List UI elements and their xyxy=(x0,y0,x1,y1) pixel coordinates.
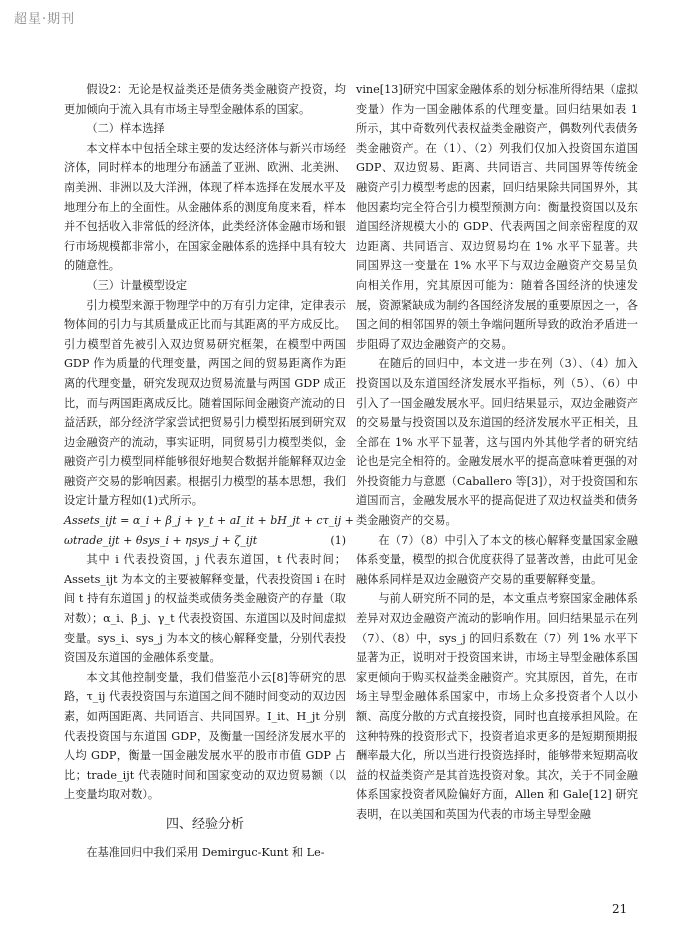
results-paragraph-4: 与前人研究所不同的是，本文重点考察国家金融体系差异对双边金融资产流动的影响作用。回归结果显示在列（7）、（8）中，sys_j 的回归系数在（7）列 1% 水平下显著为正，说明对于投资国来讲，市场主导型金融体系国家更倾向于购买权益类金融资产。究其原因，首先，在市场主导型金融体系国家中，市场上众多投资者个人以小额、高度分散的方式直接投资，同时也直接承担风险。在这种特殊的投资形式下，投资者追求更多的是短期预期报酬率最大化，所以当进行投资选择时，能够带来短期高收益的权益类资产是其首选投资对象。其次，关于不同金融体系国家投资者风险偏好方面，Allen 和 Gale[12] 研究表明，在以美国和英国为代表的市场主导型金融 xyxy=(356,592,638,821)
controls-paragraph: 本文其他控制变量，我们借鉴范小云[8]等研究的思路，τ_ij 代表投资国与东道国之间不随时间变动的双边因素，如两国距离、共同语言、共同国界。I_it、H_jt 分别代表投资国与东道国 GDP，及衡量一国经济发展水平的人均 GDP，衡量一国金融发展水平的股市市值 GDP 占比；trade_ijt 代表随时间和国家变动的双边贸易额（以上变量均取对数）。 xyxy=(64,670,346,802)
right-column xyxy=(356,80,638,825)
equation-explanation: 其中 i 代表投资国，j 代表东道国，t 代表时间；Assets_ijt 为本文的主要被解释变量，代表投资国 i 在时间 t 持有东道国 j 的权益类或债务类金融资产的存量（取对数）；α_i、β_j、γ_t 代表投资国、东道国以及时间虚拟变量。sys_i、sys_j 为本文的核心解释变量，分别代表投资国及东道国的金融体系变量。 xyxy=(64,553,346,665)
results-paragraph-3: 在（7）（8）中引入了本文的核心解释变量国家金融体系变量，模型的拟合优度获得了显著改善，由此可见金融体系同样是双边金融资产交易的重要解释变量。 xyxy=(356,533,638,586)
model-heading: （三）计量模型设定 xyxy=(86,278,188,292)
left-column xyxy=(64,80,354,862)
equation-text-2: ωtrade_ijt + θsys_i + ηsys_j + ζ_ijt xyxy=(64,533,258,547)
equation-line-2 xyxy=(64,531,346,551)
section-heading-4: 四、经验分析 xyxy=(165,816,244,832)
results-paragraph-2: 在随后的回归中，本文进一步在列（3）、（4）加入投资国以及东道国经济发展水平指标，列（5）、（6）中引入了一国金融发展水平。回归结果显示，双边金融资产的交易量与投资国以及东道国的经济发展水平正相关，且全部在 1% 水平下显著，这与国内外其他学者的研究结论也是完全相符的。金融发展水平的提高意味着更强的对外投资能力与意愿（Caballero 等[3]），对于投资国和东道国而言，金融发展水平的提高促进了双边权益类和债务类金融资产的交易。 xyxy=(356,357,638,528)
sample-heading: （二）样本选择 xyxy=(86,122,165,136)
journal-watermark: 超星·期刊 xyxy=(14,12,76,27)
equation-number: (1) xyxy=(330,533,346,547)
equation-text-1: Assets_ijt = α_i + β_j + γ_t + aI_it + bH_jt + cτ_ij + xyxy=(64,514,354,528)
section-4-start: 在基准回归中我们采用 Demirguc-Kunt 和 Le- xyxy=(86,845,325,859)
sample-paragraph: 本文样本中包括全球主要的发达经济体与新兴市场经济体，同时样本的地理分布涵盖了亚洲、欧洲、北美洲、南美洲、非洲以及大洋洲，体现了样本选择在发展水平及地理分布上的全面性。从金融体系的测度角度来看，样本并不包括收入非常低的经济体，此类经济体金融市场和银行市场规模都非常小，在国家金融体系的选择中具有较大的随意性。 xyxy=(64,141,346,273)
equation-line-1 xyxy=(64,511,354,531)
model-paragraph: 引力模型来源于物理学中的万有引力定律，定律表示物体间的引力与其质量成正比而与其距离的平方成反比。引力模型首先被引入双边贸易研究框架，在模型中两国 GDP 作为质量的代理变量，两国之间的贸易距离作为距离的代理变量，研究发现双边贸易流量与两国 GDP 成正比，而与两国距离成反比。随着国际间金融资产流动的日益活跃，部分经济学家尝试把贸易引力模型拓展到研究双边金融资产的流动，事实证明，同贸易引力模型类似，金融资产引力模型同样能够很好地契合数据并能解释双边金融资产交易的影响因素。根据引力模型的基本思想，我们设定计量方程如(1)式所示。 xyxy=(64,298,346,508)
results-paragraph-1: vine[13]研究中国家金融体系的划分标准所得结果（虚拟变量）作为一国金融体系的代理变量。回归结果如表 1 所示，其中奇数列代表权益类金融资产，偶数列代表债务类金融资产。在（1）、（2）列我们仅加入投资国东道国 GDP、双边贸易、距离、共同语言、共同国界等传统金融资产引力模型考虑的因素，回归结果除共同国界外，其他因素均完全符合引力模型预测方向：衡量投资国以及东道国经济规模大小的 GDP、代表两国之间亲密程度的双边距离、共同语言、双边贸易均在 1% 水平下显著。共同国界这一变量在 1% 水平下与双边金融资产交易呈负向相关作用，究其原因可能为：随着各国经济的快速发展，资源紧缺成为制约各国经济发展的重要原因之一，各国之间的相邻国界的领土争端问题所导致的政治矛盾进一步阻碍了双边金融资产的交易。 xyxy=(356,83,638,351)
page-number: 21 xyxy=(612,902,628,916)
hypothesis-2: 假设2：无论是权益类还是债务类金融资产投资，均更加倾向于流入具有市场主导型金融体系的国家。 xyxy=(64,83,346,116)
